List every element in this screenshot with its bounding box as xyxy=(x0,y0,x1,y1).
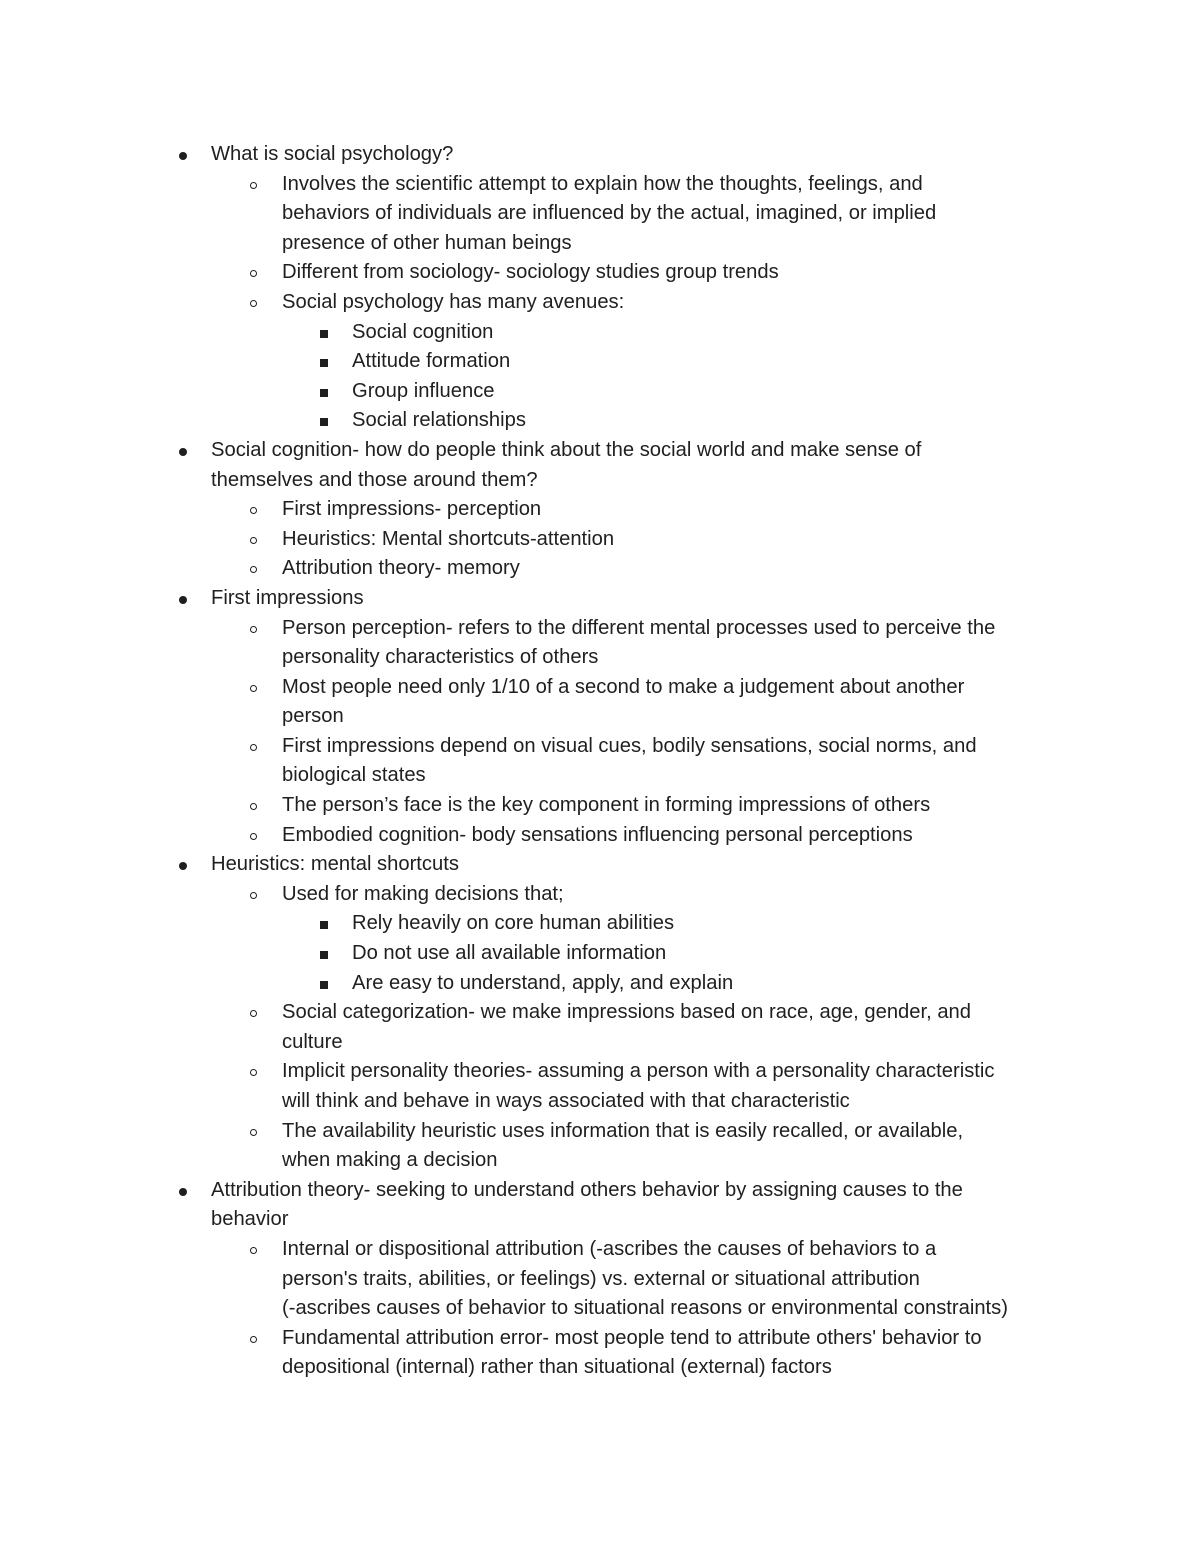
list-item xyxy=(0,258,1200,288)
line-text: culture xyxy=(282,1030,343,1053)
text-line xyxy=(0,1205,1200,1235)
line-text: Are easy to understand, apply, and explain xyxy=(352,971,734,994)
list-item xyxy=(0,436,1200,495)
list-item xyxy=(0,850,1200,880)
list-item xyxy=(0,791,1200,821)
text-line xyxy=(0,466,1200,496)
line-text: The person’s face is the key component in forming impressions of others xyxy=(282,794,931,817)
line-text: behavior xyxy=(211,1208,289,1231)
circle-bullet-icon xyxy=(250,626,257,633)
text-line xyxy=(0,1324,1200,1354)
text-line xyxy=(0,998,1200,1028)
circle-bullet-icon xyxy=(250,803,257,810)
list-item xyxy=(0,1324,1200,1383)
circle-bullet-icon xyxy=(250,744,257,751)
line-text: person's traits, abilities, or feelings) vs. external or situational attribution xyxy=(282,1267,920,1290)
circle-bullet-icon xyxy=(250,507,257,514)
list-item xyxy=(0,584,1200,614)
line-text: Attribution theory- memory xyxy=(282,557,520,580)
text-line xyxy=(0,1117,1200,1147)
text-line xyxy=(0,258,1200,288)
line-text: First impressions- perception xyxy=(282,498,542,521)
line-text: Social categorization- we make impressions based on race, age, gender, and xyxy=(282,1001,972,1024)
text-line xyxy=(0,199,1200,229)
circle-bullet-icon xyxy=(250,833,257,840)
list-item xyxy=(0,495,1200,525)
line-text: First impressions depend on visual cues, bodily sensations, social norms, and xyxy=(282,734,977,757)
text-line xyxy=(0,554,1200,584)
line-text: Social psychology has many avenues: xyxy=(282,290,625,313)
list-item xyxy=(0,939,1200,969)
line-text: Involves the scientific attempt to explain how the thoughts, feelings, and xyxy=(282,172,923,195)
line-text: Fundamental attribution error- most people tend to attribute others' behavior to xyxy=(282,1326,982,1349)
square-bullet-icon xyxy=(320,981,328,989)
text-line xyxy=(0,969,1200,999)
square-bullet-icon xyxy=(320,359,328,367)
text-line xyxy=(0,1353,1200,1383)
line-text: Social cognition xyxy=(352,320,494,343)
text-line xyxy=(0,1265,1200,1295)
text-line xyxy=(0,318,1200,348)
list-item xyxy=(0,525,1200,555)
text-line xyxy=(0,702,1200,732)
circle-bullet-icon xyxy=(250,892,257,899)
text-line xyxy=(0,170,1200,200)
text-line xyxy=(0,495,1200,525)
text-line xyxy=(0,347,1200,377)
line-text: Person perception- refers to the different mental processes used to perceive the xyxy=(282,616,996,639)
list-item xyxy=(0,998,1200,1057)
text-line xyxy=(0,1294,1200,1324)
list-item xyxy=(0,288,1200,318)
notes-outline xyxy=(0,140,1200,1383)
line-text: (-ascribes causes of behavior to situational reasons or environmental constraints) xyxy=(282,1297,1008,1320)
disc-bullet-icon xyxy=(179,862,187,870)
text-line xyxy=(0,761,1200,791)
line-text: Social relationships xyxy=(352,409,526,432)
list-item xyxy=(0,821,1200,851)
text-line xyxy=(0,584,1200,614)
text-line xyxy=(0,1146,1200,1176)
circle-bullet-icon xyxy=(250,685,257,692)
text-line xyxy=(0,821,1200,851)
line-text: Heuristics: Mental shortcuts-attention xyxy=(282,527,615,550)
circle-bullet-icon xyxy=(250,1010,257,1017)
line-text: Attribution theory- seeking to understand others behavior by assigning causes to the xyxy=(211,1178,963,1201)
list-item xyxy=(0,732,1200,791)
list-item xyxy=(0,318,1200,348)
square-bullet-icon xyxy=(320,418,328,426)
list-item xyxy=(0,1235,1200,1324)
list-item xyxy=(0,969,1200,999)
disc-bullet-icon xyxy=(179,152,187,160)
text-line xyxy=(0,525,1200,555)
line-text: Embodied cognition- body sensations influencing personal perceptions xyxy=(282,823,913,846)
list-item xyxy=(0,1057,1200,1116)
line-text: depositional (internal) rather than situational (external) factors xyxy=(282,1356,832,1379)
list-item xyxy=(0,347,1200,377)
text-line xyxy=(0,909,1200,939)
circle-bullet-icon xyxy=(250,1069,257,1076)
text-line xyxy=(0,732,1200,762)
text-line xyxy=(0,377,1200,407)
text-line xyxy=(0,1057,1200,1087)
list-item xyxy=(0,614,1200,673)
square-bullet-icon xyxy=(320,951,328,959)
line-text: Social cognition- how do people think about the social world and make sense of xyxy=(211,438,922,461)
text-line xyxy=(0,1176,1200,1206)
circle-bullet-icon xyxy=(250,300,257,307)
line-text: Implicit personality theories- assuming a person with a personality characteristic xyxy=(282,1060,995,1083)
text-line xyxy=(0,850,1200,880)
line-text: Group influence xyxy=(352,379,495,402)
line-text: biological states xyxy=(282,764,426,787)
text-line xyxy=(0,673,1200,703)
disc-bullet-icon xyxy=(179,596,187,604)
line-text: Heuristics: mental shortcuts xyxy=(211,853,459,876)
line-text: Rely heavily on core human abilities xyxy=(352,912,675,935)
line-text: Different from sociology- sociology studies group trends xyxy=(282,261,779,284)
line-text: Do not use all available information xyxy=(352,942,667,965)
line-text: presence of other human beings xyxy=(282,231,572,254)
line-text: themselves and those around them? xyxy=(211,468,538,491)
list-item xyxy=(0,170,1200,259)
text-line xyxy=(0,288,1200,318)
square-bullet-icon xyxy=(320,389,328,397)
circle-bullet-icon xyxy=(250,1336,257,1343)
line-text: Most people need only 1/10 of a second to make a judgement about another xyxy=(282,675,965,698)
text-line xyxy=(0,406,1200,436)
line-text: will think and behave in ways associated with that characteristic xyxy=(282,1090,850,1112)
circle-bullet-icon xyxy=(250,182,257,189)
line-text: What is social psychology? xyxy=(211,143,454,165)
text-line xyxy=(0,939,1200,969)
circle-bullet-icon xyxy=(250,270,257,277)
list-item xyxy=(0,140,1200,170)
line-text: when making a decision xyxy=(282,1149,498,1172)
text-line xyxy=(0,1028,1200,1058)
list-item xyxy=(0,406,1200,436)
text-line xyxy=(0,140,1200,170)
line-text: Attitude formation xyxy=(352,350,511,373)
circle-bullet-icon xyxy=(250,1247,257,1254)
circle-bullet-icon xyxy=(250,566,257,573)
text-line xyxy=(0,1087,1200,1117)
line-text: First impressions xyxy=(211,586,364,609)
text-line xyxy=(0,614,1200,644)
line-text: The availability heuristic uses information that is easily recalled, or available, xyxy=(282,1119,964,1142)
text-line xyxy=(0,880,1200,910)
circle-bullet-icon xyxy=(250,1129,257,1136)
disc-bullet-icon xyxy=(179,448,187,456)
list-item xyxy=(0,554,1200,584)
text-line xyxy=(0,436,1200,466)
square-bullet-icon xyxy=(320,921,328,929)
text-line xyxy=(0,1235,1200,1265)
disc-bullet-icon xyxy=(179,1188,187,1196)
square-bullet-icon xyxy=(320,330,328,338)
line-text: Internal or dispositional attribution (-ascribes the causes of behaviors to a xyxy=(282,1237,937,1260)
text-line xyxy=(0,791,1200,821)
list-item xyxy=(0,909,1200,939)
line-text: person xyxy=(282,705,344,728)
line-text: behaviors of individuals are influenced by the actual, imagined, or implied xyxy=(282,202,937,225)
text-line xyxy=(0,229,1200,259)
circle-bullet-icon xyxy=(250,537,257,544)
text-line xyxy=(0,643,1200,673)
line-text: Used for making decisions that; xyxy=(282,882,564,905)
list-item xyxy=(0,673,1200,732)
list-item xyxy=(0,377,1200,407)
list-item xyxy=(0,880,1200,910)
line-text: personality characteristics of others xyxy=(282,646,599,669)
list-item xyxy=(0,1176,1200,1235)
list-item xyxy=(0,1117,1200,1176)
